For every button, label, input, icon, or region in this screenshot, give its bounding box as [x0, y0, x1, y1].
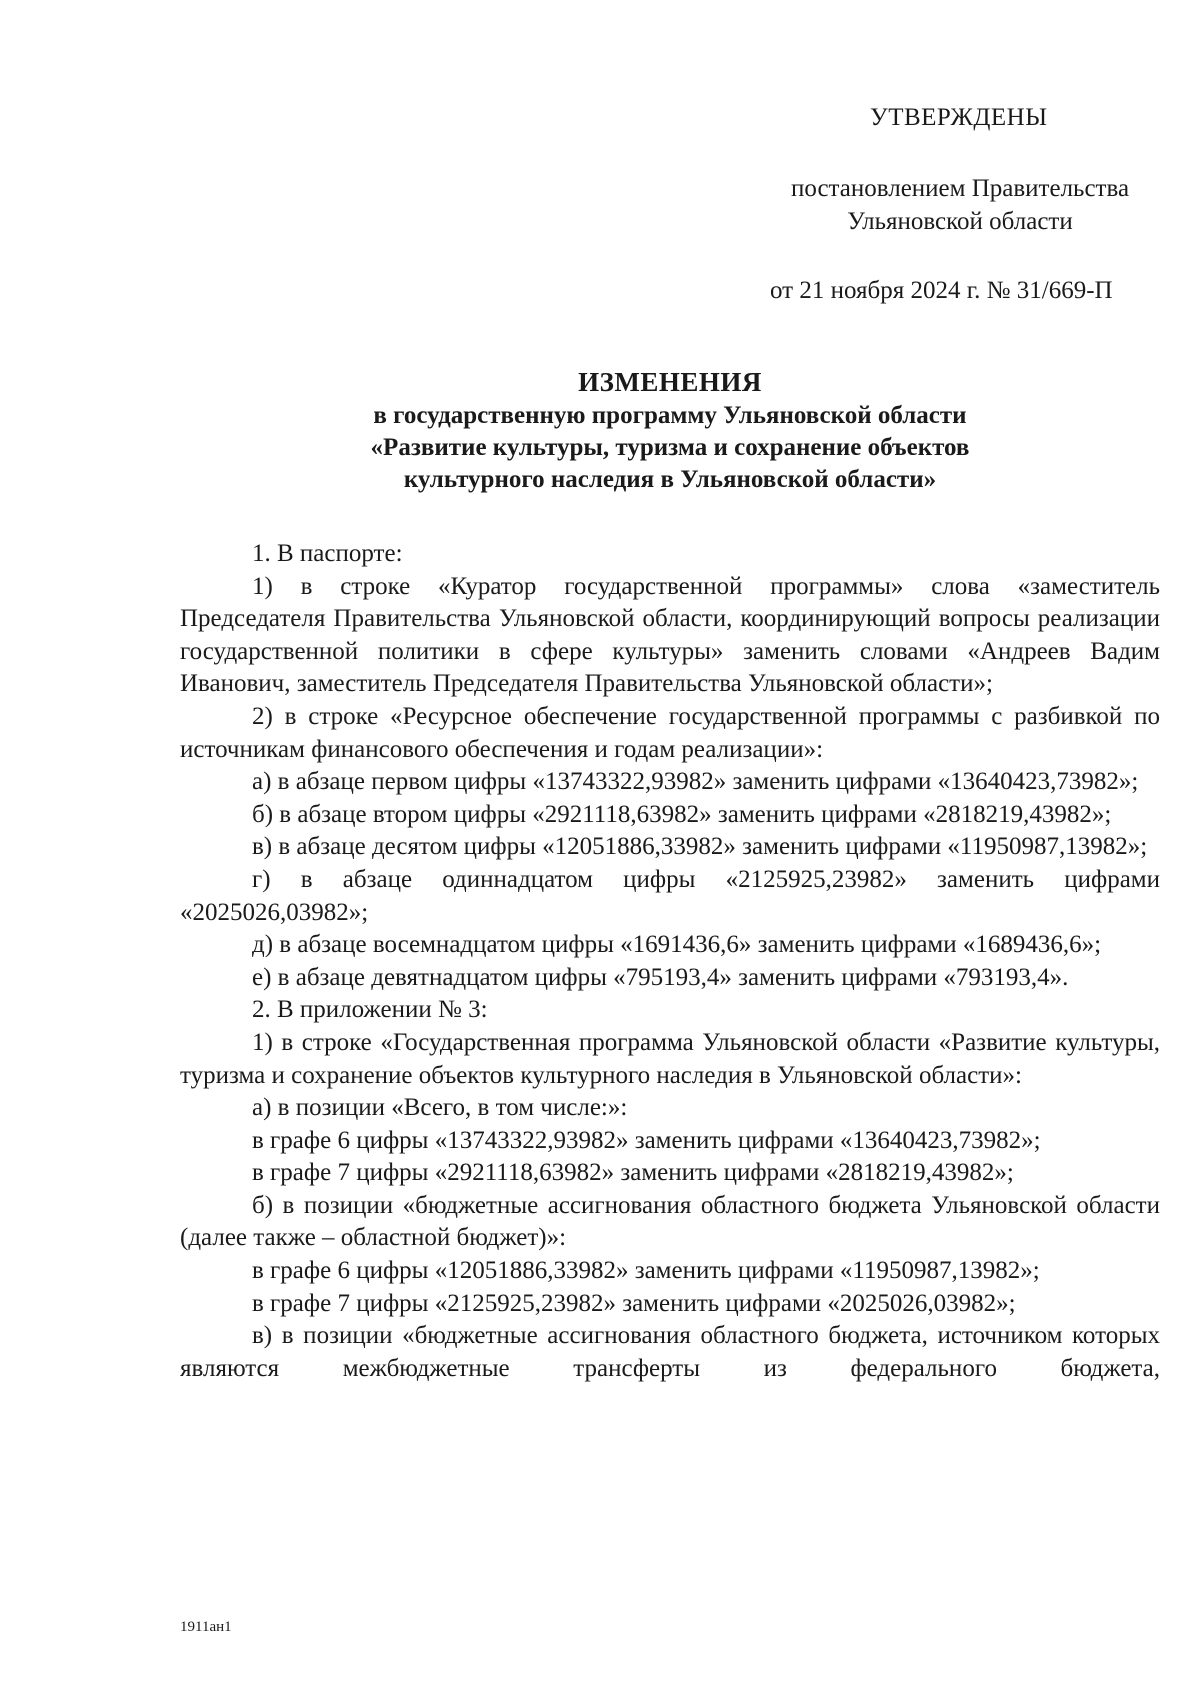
- paragraph-8: д) в абзаце восемнадцатом цифры «1691436,6» заменить цифрами «1689436,6»;: [252, 931, 1102, 959]
- approval-by: [770, 172, 1150, 238]
- paragraph-13: в графе 6 цифры «13743322,93982» заменить цифрами «13640423,73982»;: [252, 1126, 1041, 1154]
- paragraph-5: б) в абзаце втором цифры «2921118,63982» заменить цифрами «2818219,43982»;: [252, 800, 1112, 828]
- approval-date: от 21 ноября 2024 г. № 31/669-П: [770, 277, 1113, 304]
- paragraph-10: 2. В приложении № 3:: [252, 996, 488, 1024]
- paragraph-17: в графе 7 цифры «2125925,23982» заменить цифрами «2025026,03982»;: [252, 1289, 1016, 1317]
- paragraph-6: в) в абзаце десятом цифры «12051886,33982» заменить цифрами «11950987,13982»;: [252, 833, 1148, 861]
- heading-main: ИЗМЕНЕНИЯ: [578, 367, 762, 397]
- paragraph-12: а) в позиции «Всего, в том числе:»:: [252, 1094, 628, 1122]
- heading-line1: в государственную программу Ульяновской области: [373, 402, 967, 429]
- paragraph-2: 1) в строке «Куратор государственной программы» слова «заместитель Председателя Правительства Ульяновской области, координирующий вопросы реализации государственной политики в сфере культуры» заменить словами «Андреев Вадим Иванович, заместитель Председателя Правительства Ульяновской области»;: [180, 572, 1160, 698]
- paragraph-3: 2) в строке «Ресурсное обеспечение государственной программы с разбивкой по источникам финансового обеспечения и годам реализации»:: [180, 702, 1160, 763]
- paragraph-18: в) в позиции «бюджетные ассигнования областного бюджета, источником которых являются межбюджетные трансферты из федерального бюджета,: [180, 1322, 1160, 1382]
- paragraph-11: 1) в строке «Государственная программа Ульяновской области «Развитие культуры, туризма и сохранение объектов культурного наследия в Ульяновской области»:: [180, 1028, 1160, 1089]
- paragraph-4: а) в абзаце первом цифры «13743322,93982» заменить цифрами «13640423,73982»;: [252, 768, 1139, 796]
- paragraph-16: в графе 6 цифры «12051886,33982» заменить цифрами «11950987,13982»;: [252, 1257, 1040, 1285]
- document-heading: [180, 366, 1160, 496]
- paragraph-9: е) в абзаце девятнадцатом цифры «795193,4» заменить цифрами «793193,4».: [252, 963, 1069, 991]
- paragraph-14: в графе 7 цифры «2921118,63982» заменить цифрами «2818219,43982»;: [252, 1159, 1014, 1187]
- approval-by-line1: постановлением Правительства: [790, 175, 1130, 202]
- heading-line2: «Развитие культуры, туризма и сохранение объектов: [370, 434, 970, 461]
- approval-by-line2: Ульяновской области: [847, 208, 1073, 235]
- paragraph-7: г) в абзаце одиннадцатом цифры «2125925,23982» заменить цифрами «2025026,03982»;: [180, 865, 1160, 926]
- paragraph-15: б) в позиции «бюджетные ассигнования областного бюджета Ульяновской области (далее также – областной бюджет)»:: [180, 1191, 1160, 1252]
- footer-code: 1911ан1: [180, 1619, 232, 1635]
- paragraph-1: 1. В паспорте:: [252, 540, 403, 567]
- document-body: [180, 538, 1160, 1385]
- heading-line3: культурного наследия в Ульяновской области»: [403, 466, 937, 493]
- approval-title: УТВЕРЖДЕНЫ: [870, 104, 1048, 131]
